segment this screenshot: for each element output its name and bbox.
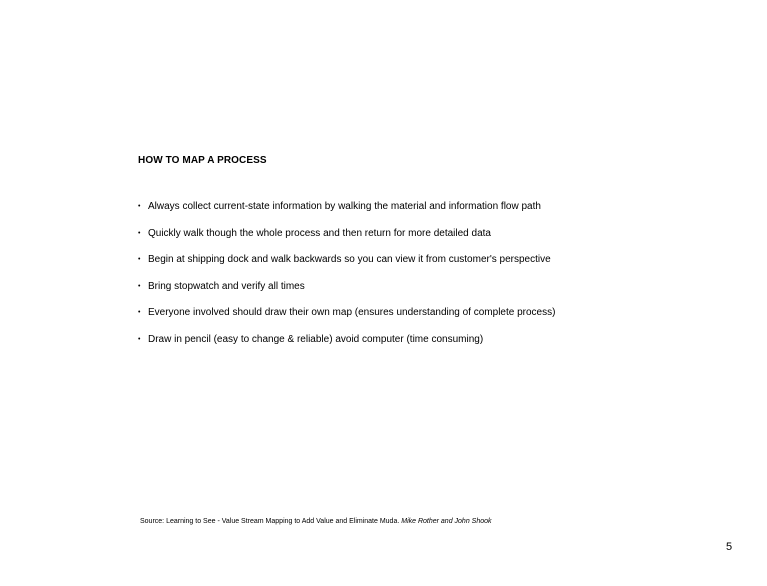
- bullet-item: [138, 334, 555, 361]
- bullet-item: [138, 228, 555, 255]
- source-citation: [140, 518, 492, 525]
- bullet-text: Draw in pencil (easy to change & reliable) avoid computer (time consuming): [148, 333, 484, 345]
- bullet-item: [138, 307, 555, 334]
- bullet-icon: •: [138, 309, 141, 316]
- bullet-icon: •: [138, 282, 141, 290]
- bullet-icon: •: [138, 229, 141, 237]
- bullet-icon: •: [138, 203, 141, 210]
- bullet-text: Everyone involved should draw their own map (ensures understanding of complete process): [148, 307, 556, 318]
- bullet-text: Quickly walk though the whole process and then return for more detailed data: [148, 227, 491, 239]
- bullet-icon: •: [138, 335, 141, 343]
- bullet-item: [138, 281, 555, 308]
- slide-title: HOW TO MAP A PROCESS: [138, 155, 267, 166]
- bullet-item: [138, 201, 555, 228]
- page-number: 5: [726, 541, 733, 553]
- bullet-text: Always collect current-state information by walking the material and information flow path: [148, 201, 541, 212]
- source-authors: Mike Rother and John Shook: [401, 518, 492, 525]
- bullet-item: [138, 254, 555, 281]
- bullet-text: Begin at shipping dock and walk backwards so you can view it from customer's perspective: [148, 254, 551, 265]
- source-text: Source: Learning to See - Value Stream Mapping to Add Value and Eliminate Muda.: [140, 518, 402, 525]
- bullet-text: Bring stopwatch and verify all times: [148, 280, 305, 292]
- bullet-list: [138, 201, 555, 360]
- bullet-icon: •: [138, 256, 141, 263]
